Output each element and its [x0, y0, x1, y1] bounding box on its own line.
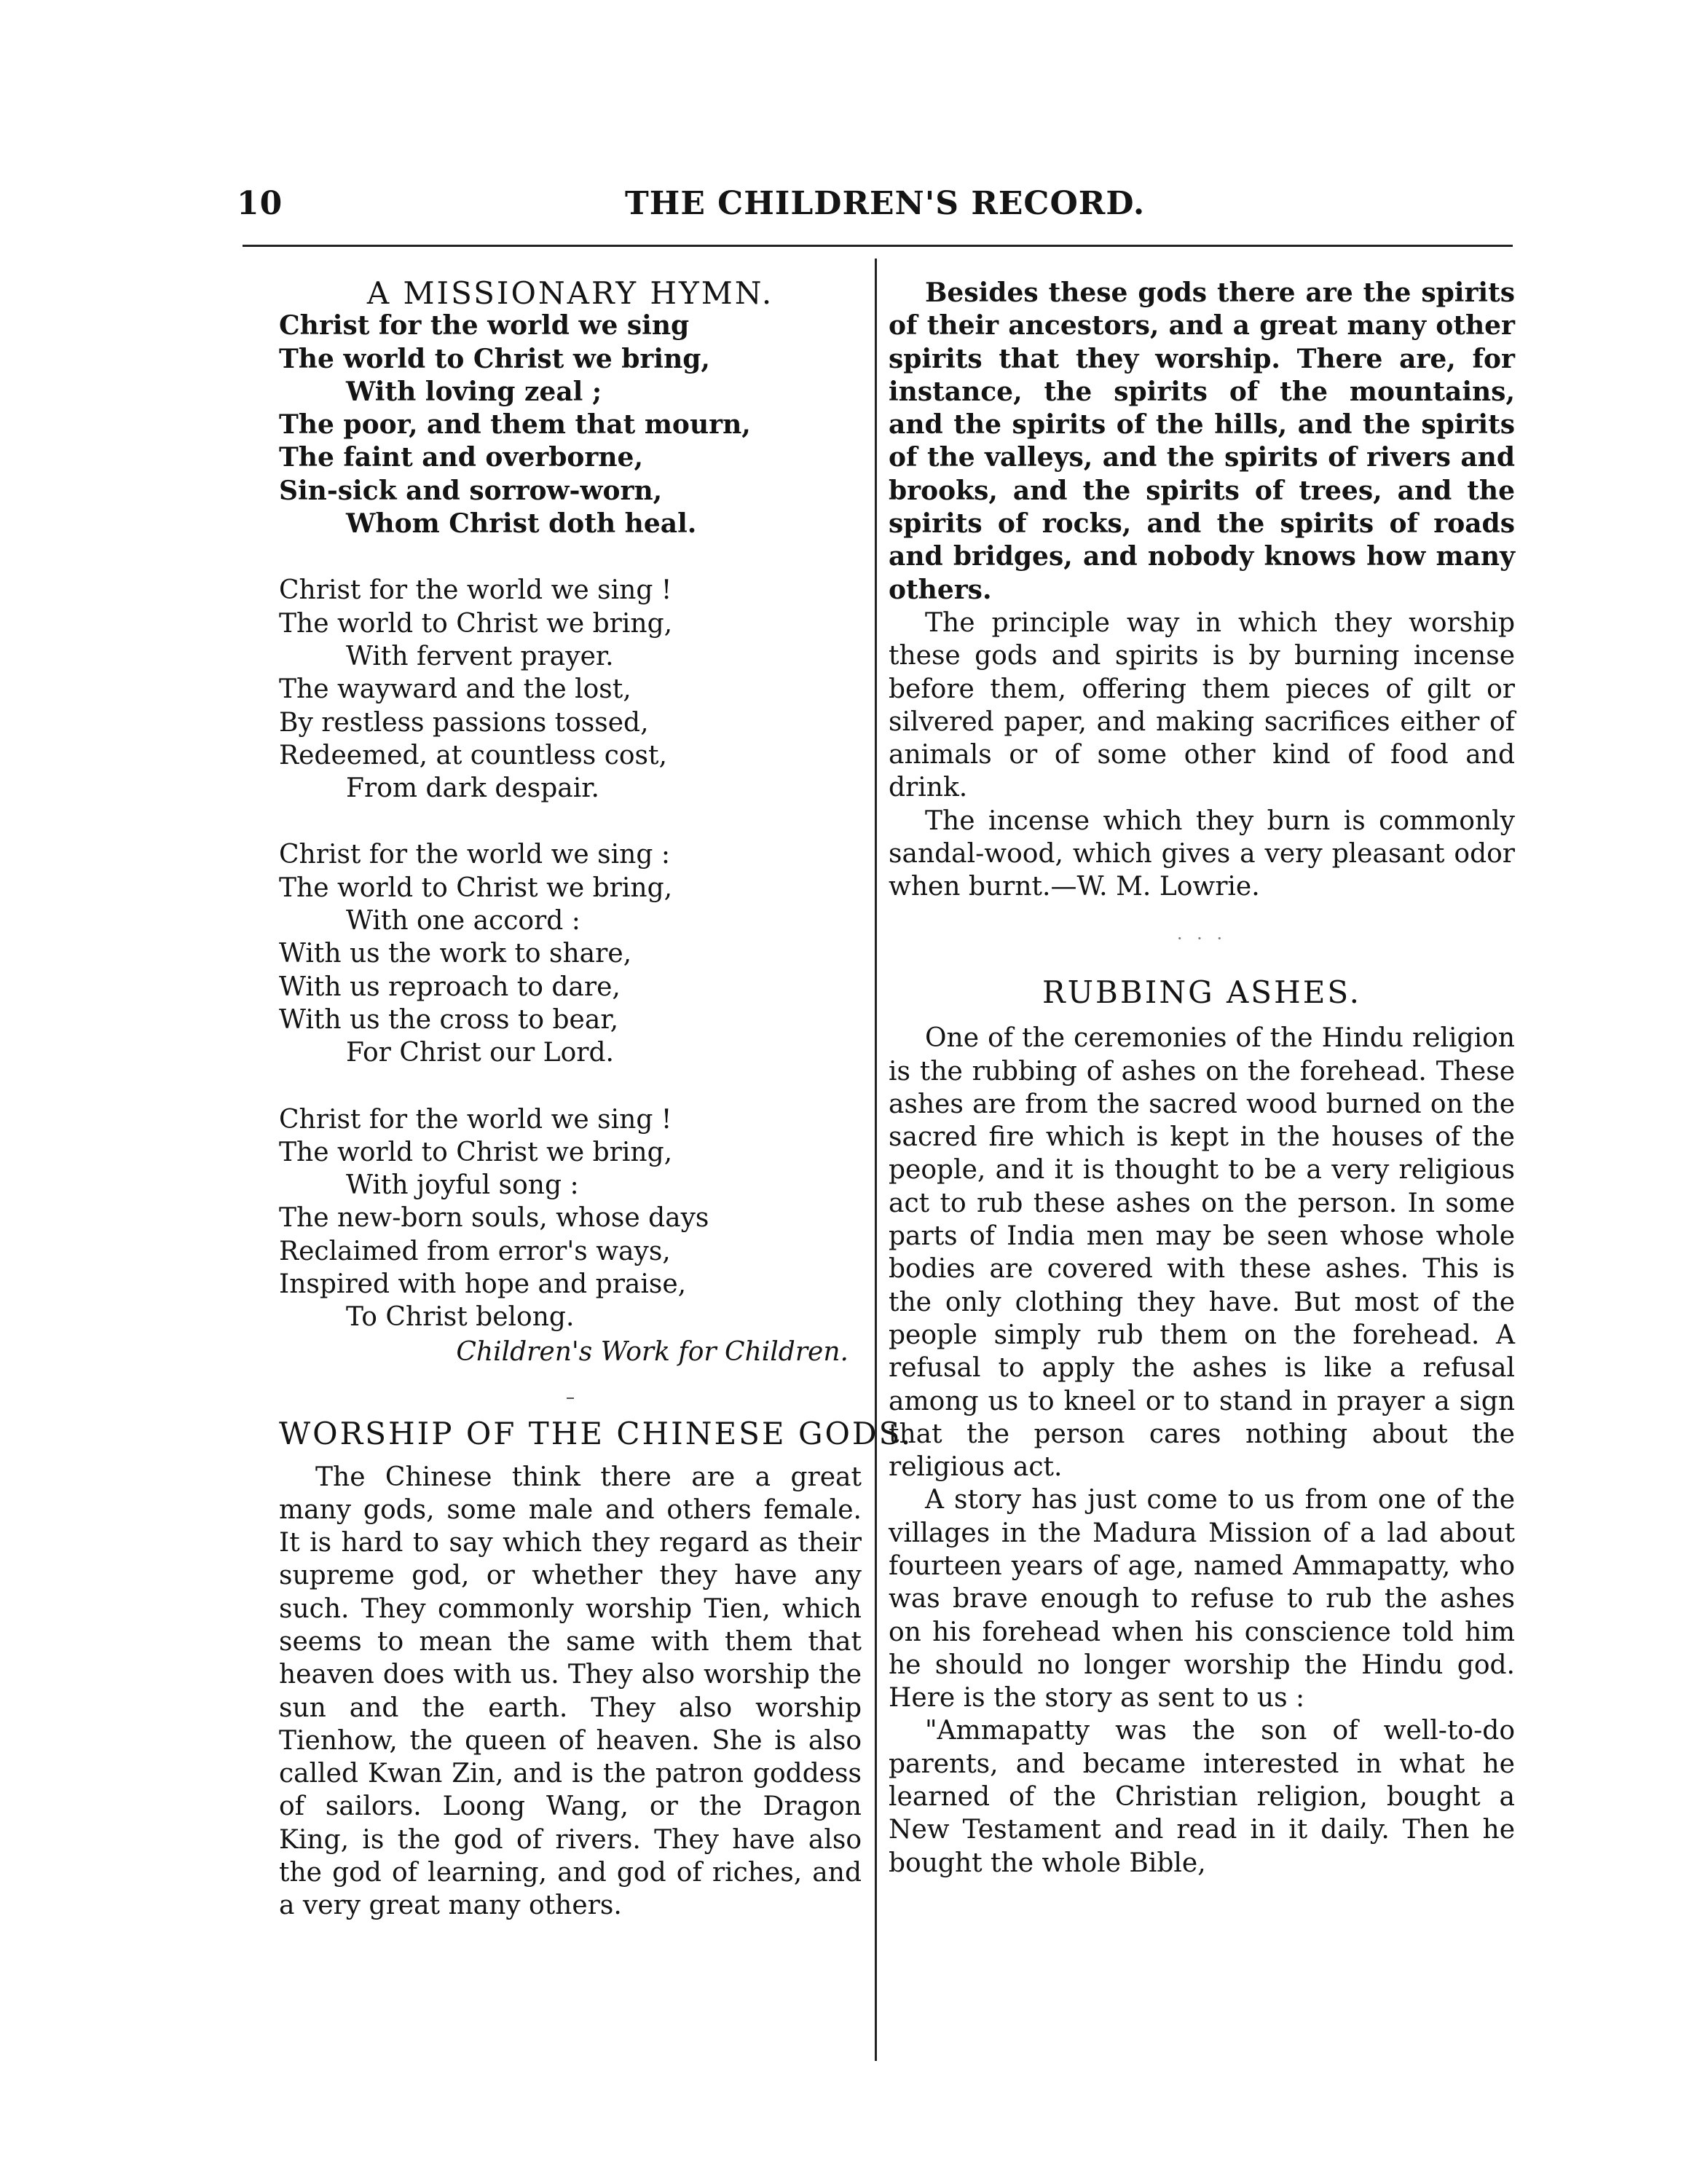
hymn-line: The world to Christ we bring,: [279, 872, 673, 903]
ashes-paragraph: A story has just come to us from one of the villages in the Madura Mission of a lad about fourteen years of age, named Ammapatty, who was brave enough to refuse to rub the ashes on his forehead when his conscience told him he should no longer worship the Hindu god. Here is the story as sent to us :: [889, 1485, 1515, 1714]
ashes-title: RUBBING ASHES.: [1042, 974, 1361, 1010]
hymn-line: Reclaimed from error's ways,: [279, 1236, 671, 1266]
hymn-title: A MISSIONARY HYMN.: [366, 275, 774, 311]
header-rule: [243, 245, 1513, 247]
hymn-line: With one accord :: [346, 906, 580, 937]
hymn-line: Sin-sick and sorrow-worn,: [279, 475, 663, 506]
right-column: [889, 277, 1515, 1880]
chinese-gods-title: WORSHIP OF THE CHINESE GODS.: [279, 1416, 913, 1452]
hymn-line: The faint and overborne,: [279, 442, 643, 473]
hymn-stanza: [279, 1103, 862, 1334]
hymn-line: Christ for the world we sing :: [279, 840, 670, 870]
hymn-line: Christ for the world we sing !: [279, 575, 672, 606]
spirits-paragraph: The principle way in which they worship these gods and spirits is by burning incense before them, offering them pieces of gilt or silvered paper, and making sacrifices either of animals or of some other kind of food and drink.: [889, 607, 1515, 803]
spirits-paragraph: Besides these gods there are the spirits of their ancestors, and a great many other spirits that they worship. There are, for instance, the spirits of the mountains, and the spirits of the hills, and the spirits of the valleys, and the spirits of rivers and brooks, and the spirits of trees, and the spirits of rocks, and the spirits of roads and bridges, and nobody knows how many others.: [889, 277, 1515, 605]
hymn-line: Christ for the world we sing !: [279, 1104, 672, 1135]
page-number: 10: [237, 185, 283, 222]
chinese-gods-paragraph: The Chinese think there are a great many gods, some male and others female. It is hard to say which they regard as their supreme god, or whether they have any such. They commonly worship Tien, which seems to mean the same with them that heaven does with us. They also worship the sun and the earth. They also worship Tienhow, the queen of heaven. She is also called Kwan Zin, and is the patron goddess of sailors. Loong Wang, or the Dragon King, is the god of rivers. They have also the god of learning, and god of riches, and a very great many others.: [279, 1462, 862, 1921]
ashes-paragraph: One of the ceremonies of the Hindu religion is the rubbing of ashes on the forehead. These ashes are from the sacred wood burned on the sacred fire which is kept in the houses of the people, and it is thought to be a very religious act to rub these ashes on the person. In some parts of India men may be seen whose whole bodies are covered with these ashes. This is the only clothing they have. But most of the people simply rub them on the forehead. A refusal to apply the ashes is like a refusal among us to kneel or to stand in prayer a sign that the person cares nothing about the religious act.: [889, 1023, 1515, 1483]
hymn-line: For Christ our Lord.: [346, 1038, 614, 1068]
hymn-line: By restless passions tossed,: [279, 707, 649, 738]
ashes-paragraph: "Ammapatty was the son of well-to-do parents, and became interested in what he learned of the Christian religion, bought a New Testament and read in it daily. Then he bought the whole Bible,: [889, 1716, 1515, 1878]
running-title: THE CHILDREN'S RECORD.: [625, 185, 1146, 222]
left-column: [279, 275, 913, 1923]
hymn-line: The world to Christ we bring,: [279, 608, 673, 639]
hymn-line: With joyful song :: [346, 1170, 579, 1201]
hymn-line: With us reproach to dare,: [279, 971, 621, 1002]
hymn-stanza: [279, 310, 862, 540]
hymn-line: With us the work to share,: [279, 939, 632, 969]
section-separator: [279, 1374, 862, 1407]
hymn-line: The wayward and the lost,: [279, 674, 631, 705]
hymn-line: Whom Christ doth heal.: [346, 508, 697, 540]
hymn-line: With fervent prayer.: [346, 641, 614, 671]
hymn-line: The poor, and them that mourn,: [279, 409, 751, 441]
hymn-line: The world to Christ we bring,: [279, 343, 710, 374]
hymn-line: With loving zeal ;: [346, 376, 602, 407]
hymn-line: The new-born souls, whose days: [279, 1203, 709, 1234]
column-divider: [875, 259, 877, 2061]
hymn-line: With us the cross to bear,: [279, 1004, 619, 1035]
hymn-line: Inspired with hope and praise,: [279, 1269, 687, 1300]
hymn-line: Redeemed, at countless cost,: [279, 740, 667, 770]
spirits-paragraph: The incense which they burn is commonly sandal-wood, which gives a very pleasant odor when burnt.—W. M. Lowrie.: [889, 805, 1515, 902]
section-separator: · · ·: [1176, 928, 1227, 949]
hymn-attribution: Children's Work for Children.: [456, 1336, 849, 1367]
hymn-line: To Christ belong.: [346, 1302, 575, 1333]
hymn-line: The world to Christ we bring,: [279, 1137, 673, 1167]
hymn-stanza: [279, 838, 862, 1069]
hymn-stanza: [279, 574, 862, 805]
hymn-line: From dark despair.: [346, 773, 599, 804]
hymn-line: Christ for the world we sing: [279, 310, 690, 342]
